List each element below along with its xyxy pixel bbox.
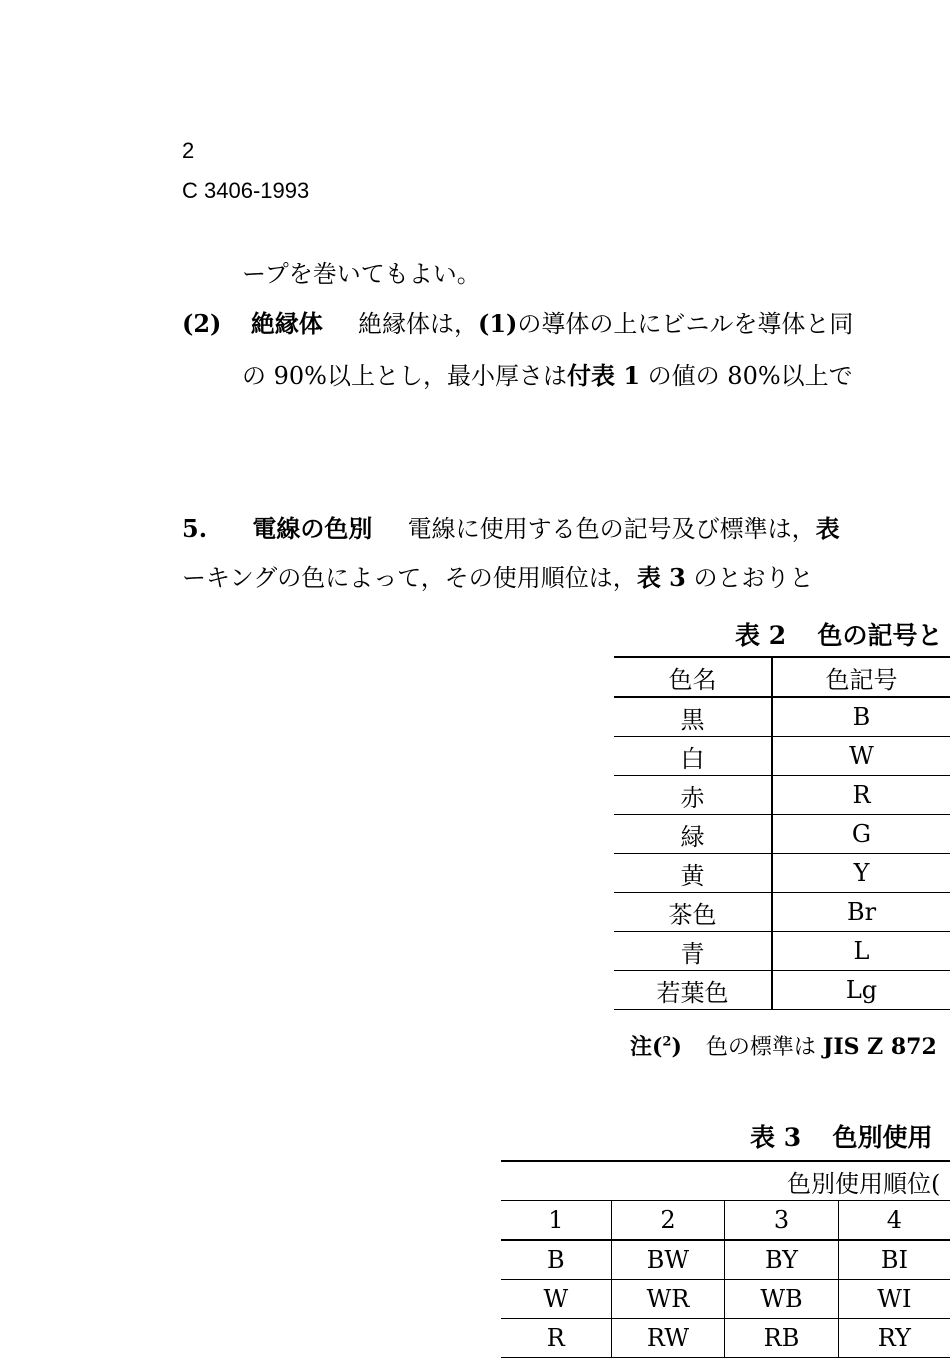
table-2-cell: 若葉色 bbox=[614, 971, 772, 1010]
table-2-cell: B bbox=[772, 697, 950, 737]
table-row bbox=[501, 1280, 950, 1319]
table-2-caption bbox=[735, 616, 943, 652]
table-row bbox=[614, 697, 950, 737]
item-2-label: (2) bbox=[182, 309, 222, 338]
table-2-caption-text: 色の記号と bbox=[817, 621, 943, 650]
item-2-line2-ref: 付表 1 bbox=[566, 361, 641, 390]
table-row bbox=[614, 776, 950, 815]
table-row bbox=[614, 893, 950, 932]
table-2-note bbox=[630, 1030, 937, 1061]
table-3-column-header: 2 bbox=[611, 1201, 725, 1241]
table-3-group-header: 色別使用順位( bbox=[501, 1161, 950, 1201]
table-2-cell: 白 bbox=[614, 737, 772, 776]
table-2-cell: R bbox=[772, 776, 950, 815]
table-3-cell: R bbox=[501, 1319, 611, 1358]
table-3-group-header-row bbox=[501, 1161, 950, 1201]
table-2-cell: L bbox=[772, 932, 950, 971]
table-3-cell: W bbox=[501, 1280, 611, 1319]
note-superscript: 2 bbox=[662, 1034, 672, 1050]
item-2-line-2 bbox=[242, 361, 853, 390]
table-3-cell: WR bbox=[611, 1280, 725, 1319]
note-label: 注( bbox=[630, 1034, 663, 1060]
table-3-cell: RB bbox=[725, 1319, 839, 1358]
table-3-caption bbox=[750, 1118, 933, 1154]
section-5-title: 電線の色別 bbox=[252, 514, 373, 543]
section-5-line-1 bbox=[182, 514, 840, 543]
table-2-cell: Y bbox=[772, 854, 950, 893]
section-5-ref: 表 bbox=[815, 514, 840, 543]
table-3-cell: B bbox=[501, 1240, 611, 1280]
section-5-line2-ref: 表 3 bbox=[636, 563, 686, 592]
item-2-line2-b: の値の 80%以上で bbox=[640, 362, 853, 390]
table-row bbox=[614, 932, 950, 971]
table-2-cell: 赤 bbox=[614, 776, 772, 815]
item-2-text-a: 絶縁体は， bbox=[357, 310, 478, 338]
table-2-cell: W bbox=[772, 737, 950, 776]
table-2-cell: 青 bbox=[614, 932, 772, 971]
item-2-ref: (1) bbox=[477, 309, 518, 338]
table-2-cell: 黒 bbox=[614, 697, 772, 737]
section-5-line2-b: のとおりと bbox=[685, 564, 814, 592]
table-3-cell: BI bbox=[838, 1240, 950, 1280]
table-3-caption-label: 表 3 bbox=[750, 1123, 802, 1152]
table-3-cell: RY bbox=[838, 1319, 950, 1358]
table-2-cell: 黄 bbox=[614, 854, 772, 893]
table-row bbox=[614, 737, 950, 776]
note-ref: JIS Z 872 bbox=[822, 1034, 937, 1060]
section-5-number: 5. bbox=[182, 514, 208, 543]
table-row bbox=[614, 854, 950, 893]
item-2-title: 絶縁体 bbox=[250, 309, 323, 338]
table-2-cell: Br bbox=[772, 893, 950, 932]
table-row bbox=[501, 1319, 950, 1358]
table-2-header-color-code: 色記号 bbox=[772, 657, 950, 697]
table-3-cell: RW bbox=[611, 1319, 725, 1358]
section-5-text-a: 電線に使用する色の記号及び標準は， bbox=[407, 515, 816, 543]
table-2-header-color-name: 色名 bbox=[614, 657, 772, 697]
note-text: 色の標準は bbox=[705, 1035, 816, 1060]
table-2-cell: 緑 bbox=[614, 815, 772, 854]
item-2-line2-a: の 90%以上とし，最小厚さは bbox=[242, 362, 567, 390]
table-3-column-header: 1 bbox=[501, 1201, 611, 1241]
page-number: 2 bbox=[182, 138, 195, 163]
table-3-cell: WI bbox=[838, 1280, 950, 1319]
table-3 bbox=[501, 1160, 950, 1358]
table-3-column-header: 3 bbox=[725, 1201, 839, 1241]
table-row bbox=[614, 815, 950, 854]
section-5-line-2 bbox=[182, 563, 814, 592]
item-2-line-1 bbox=[182, 309, 854, 338]
table-row bbox=[614, 971, 950, 1010]
table-3-caption-text: 色別使用 bbox=[832, 1123, 933, 1152]
table-3-column-header-row bbox=[501, 1201, 950, 1241]
table-2-cell: Lg bbox=[772, 971, 950, 1010]
table-3-cell: WB bbox=[725, 1280, 839, 1319]
table-2-cell: G bbox=[772, 815, 950, 854]
section-5-line2-a: ーキングの色によって，その使用順位は， bbox=[182, 564, 637, 592]
item-2-text-b: の導体の上にビニルを導体と同 bbox=[517, 310, 854, 338]
table-2-header-row bbox=[614, 657, 950, 697]
table-2-caption-label: 表 2 bbox=[735, 621, 787, 650]
continuation-text: ープを巻いてもよい。 bbox=[242, 260, 481, 288]
continuation-line bbox=[242, 262, 481, 286]
table-row bbox=[501, 1240, 950, 1280]
note-close: ) bbox=[671, 1034, 682, 1060]
table-3-column-header: 4 bbox=[838, 1201, 950, 1241]
standard-number: C 3406-1993 bbox=[182, 178, 310, 203]
table-2-cell: 茶色 bbox=[614, 893, 772, 932]
table-2 bbox=[614, 656, 950, 1010]
table-3-cell: BW bbox=[611, 1240, 725, 1280]
table-3-cell: BY bbox=[725, 1240, 839, 1280]
